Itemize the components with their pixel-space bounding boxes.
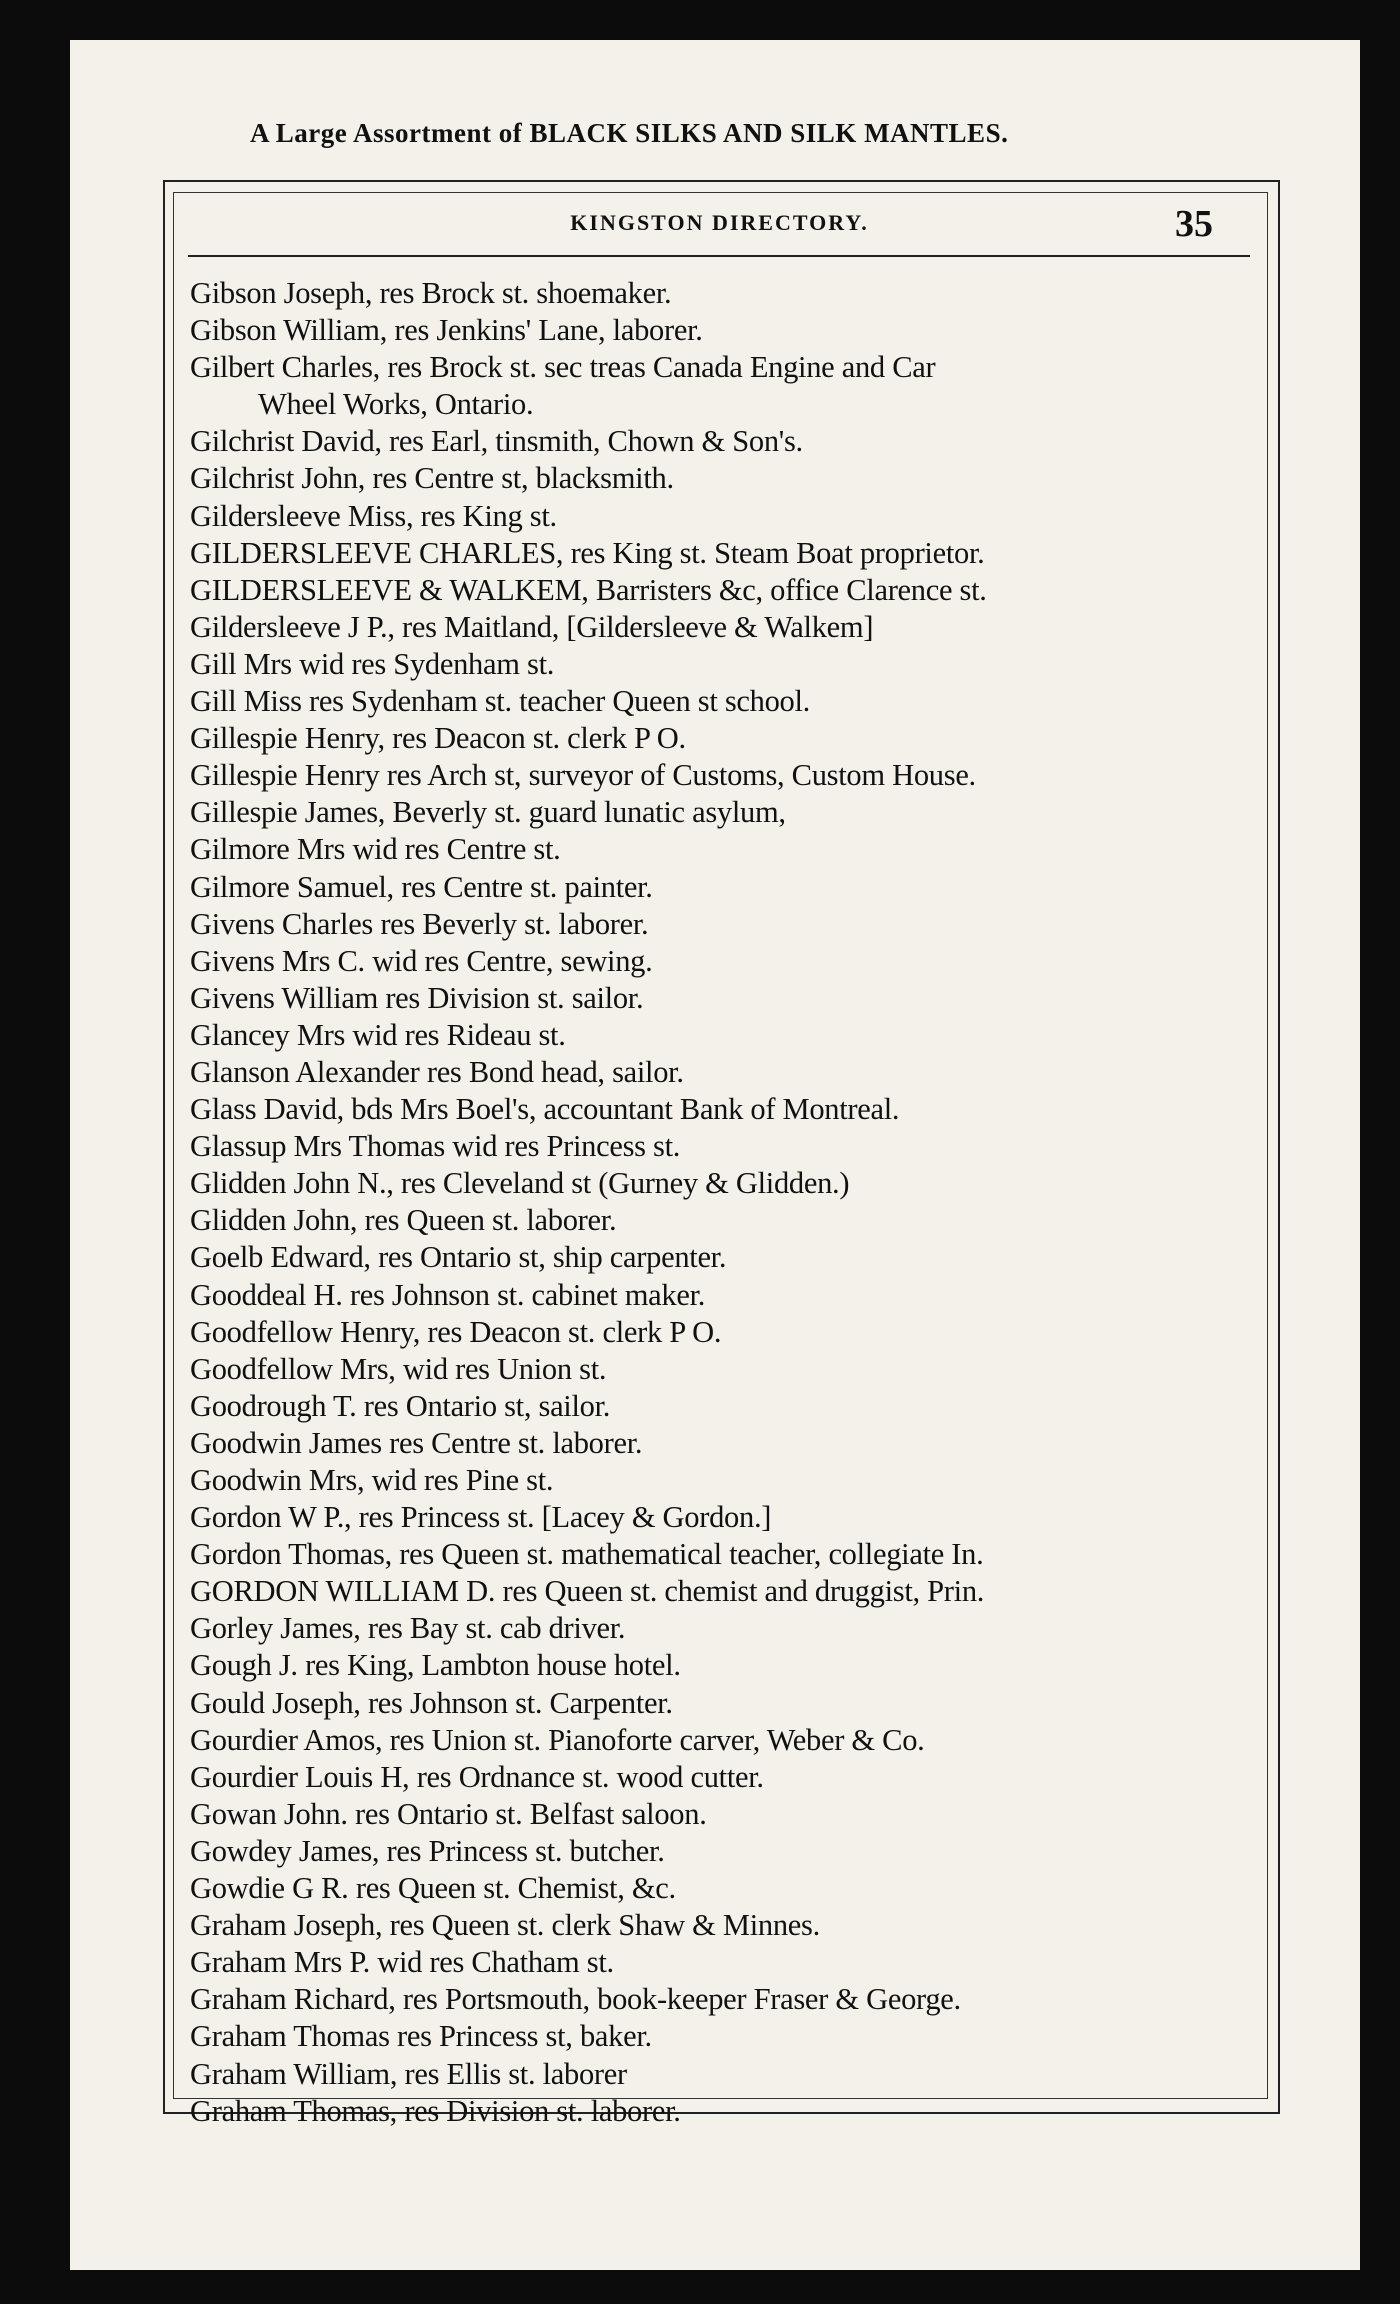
page-number: 35 bbox=[1175, 203, 1213, 245]
advertisement-banner: A Large Assortment of BLACK SILKS AND SILK MANTLES. bbox=[250, 118, 1009, 148]
directory-entry: Graham Thomas, res Division st. laborer. bbox=[190, 2093, 681, 2128]
directory-entry: Gilchrist David, res Earl, tinsmith, Chown & Son's. bbox=[190, 424, 803, 459]
directory-entry: Gough J. res King, Lambton house hotel. bbox=[190, 1648, 681, 1683]
directory-entry: GILDERSLEEVE CHARLES, res King st. Steam Boat proprietor. bbox=[190, 535, 985, 570]
directory-entry: Goodwin Mrs, wid res Pine st. bbox=[190, 1463, 554, 1497]
directory-entry: Gowdie G R. res Queen st. Chemist, &c. bbox=[190, 1871, 676, 1906]
directory-entry: Gill Miss res Sydenham st. teacher Queen st school. bbox=[190, 684, 811, 719]
directory-entry: GILDERSLEEVE & WALKEM, Barristers &c, office Clarence st. bbox=[190, 572, 987, 607]
directory-entry: Gillespie James, Beverly st. guard lunatic asylum, bbox=[190, 795, 786, 830]
directory-entry: Goodrough T. res Ontario st, sailor. bbox=[190, 1388, 611, 1423]
directory-entry-continuation: Wheel Works, Ontario. bbox=[258, 387, 534, 422]
directory-entry: Graham Richard, res Portsmouth, book-keeper Fraser & George. bbox=[190, 1982, 961, 2017]
directory-entry: Glancey Mrs wid res Rideau st. bbox=[190, 1017, 566, 1052]
directory-entry: Gordon W P., res Princess st. [Lacey & Gordon.] bbox=[190, 1500, 772, 1535]
directory-entry: Goodfellow Henry, res Deacon st. clerk P O. bbox=[190, 1314, 722, 1349]
directory-page bbox=[70, 40, 1360, 2270]
directory-entry: Gillespie Henry, res Deacon st. clerk P O. bbox=[190, 721, 686, 756]
directory-entry: Gillespie Henry res Arch st, surveyor of Customs, Custom House. bbox=[190, 758, 976, 793]
directory-entry: Glass David, bds Mrs Boel's, accountant Bank of Montreal. bbox=[190, 1092, 900, 1127]
directory-entry: Givens William res Division st. sailor. bbox=[190, 980, 644, 1015]
directory-entry: Gooddeal H. res Johnson st. cabinet maker. bbox=[190, 1277, 706, 1312]
directory-entry: Graham William, res Ellis st. laborer bbox=[190, 2056, 627, 2091]
directory-entry: Givens Charles res Beverly st. laborer. bbox=[190, 906, 649, 941]
directory-entry: Graham Mrs P. wid res Chatham st. bbox=[190, 1945, 614, 1980]
directory-entry: Gilbert Charles, res Brock st. sec treas Canada Engine and Car bbox=[190, 350, 936, 385]
directory-entry: Gildersleeve Miss, res King st. bbox=[190, 498, 557, 533]
directory-entry: Gilchrist John, res Centre st, blacksmith. bbox=[190, 461, 674, 496]
directory-entry: Gilmore Samuel, res Centre st. painter. bbox=[190, 869, 653, 904]
directory-entry: Goodwin James res Centre st. laborer. bbox=[190, 1425, 643, 1460]
directory-entry: Gill Mrs wid res Sydenham st. bbox=[190, 646, 555, 681]
directory-entry: Graham Thomas res Princess st, baker. bbox=[190, 2019, 652, 2054]
directory-entry: Gibson William, res Jenkins' Lane, laborer. bbox=[190, 313, 703, 348]
directory-entries bbox=[190, 275, 1270, 2130]
directory-entry: Gourdier Louis H, res Ordnance st. wood cutter. bbox=[190, 1759, 764, 1794]
directory-entry: Gowdey James, res Princess st. butcher. bbox=[190, 1833, 665, 1868]
directory-entry: Givens Mrs C. wid res Centre, sewing. bbox=[190, 943, 653, 978]
directory-entry: Gowan John. res Ontario st. Belfast saloon. bbox=[190, 1796, 707, 1831]
directory-entry: Gorley James, res Bay st. cab driver. bbox=[190, 1611, 626, 1646]
directory-entry: Gordon Thomas, res Queen st. mathematical teacher, collegiate In. bbox=[190, 1537, 984, 1572]
directory-entry: GORDON WILLIAM D. res Queen st. chemist and druggist, Prin. bbox=[190, 1574, 985, 1609]
directory-entry: Gilmore Mrs wid res Centre st. bbox=[190, 832, 561, 867]
directory-entry: Glidden John, res Queen st. laborer. bbox=[190, 1203, 617, 1238]
header-rule bbox=[188, 255, 1250, 257]
directory-entry: Gould Joseph, res Johnson st. Carpenter. bbox=[190, 1685, 673, 1720]
directory-entry: Glassup Mrs Thomas wid res Princess st. bbox=[190, 1129, 681, 1164]
directory-entry: Graham Joseph, res Queen st. clerk Shaw & Minnes. bbox=[190, 1908, 820, 1943]
directory-entry: Goodfellow Mrs, wid res Union st. bbox=[190, 1351, 607, 1386]
directory-entry: Gibson Joseph, res Brock st. shoemaker. bbox=[190, 276, 672, 310]
directory-entry: Glanson Alexander res Bond head, sailor. bbox=[190, 1054, 684, 1089]
running-head: KINGSTON DIRECTORY. bbox=[570, 210, 869, 235]
directory-entry: Gildersleeve J P., res Maitland, [Gildersleeve & Walkem] bbox=[190, 609, 874, 644]
directory-entry: Glidden John N., res Cleveland st (Gurney & Glidden.) bbox=[190, 1166, 850, 1201]
directory-entry: Goelb Edward, res Ontario st, ship carpenter. bbox=[190, 1240, 727, 1275]
directory-entry: Gourdier Amos, res Union st. Pianoforte carver, Weber & Co. bbox=[190, 1722, 925, 1757]
